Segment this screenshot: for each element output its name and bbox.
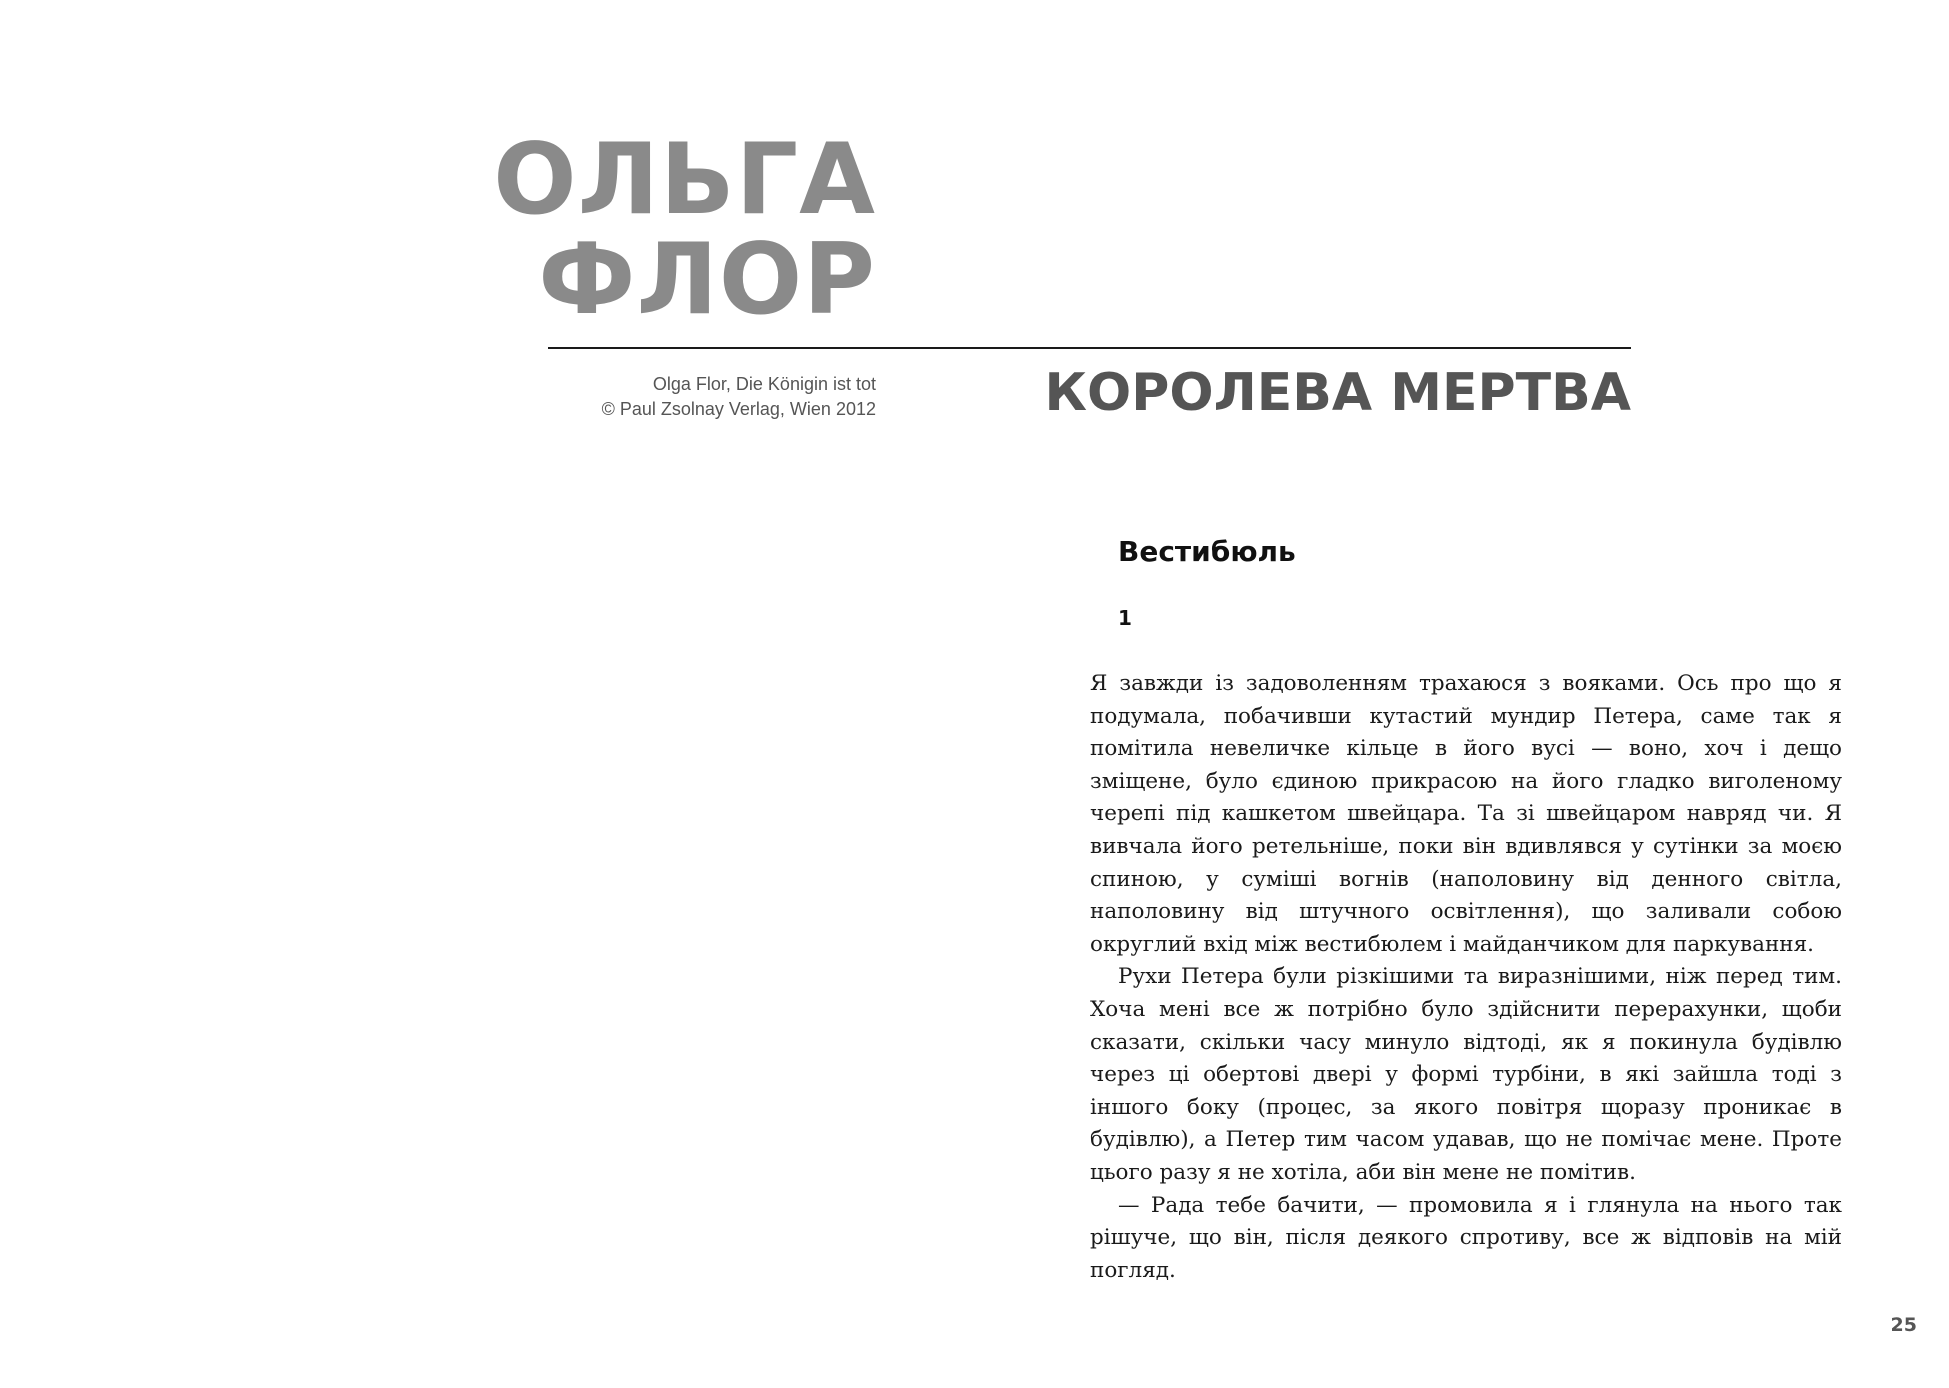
paragraph: — Рада тебе бачити, — промовила я і глянула на нього так рішуче, що він, після деякого спротиву, все ж відповів на мій погляд. — [1090, 1192, 1842, 1283]
chapter-title: Вестибюль — [1118, 535, 1296, 568]
author-first-name: ОЛЬГА — [493, 123, 876, 237]
source-original-title: Olga Flor, Die Königin ist tot — [652, 374, 876, 394]
body-text — [1090, 668, 1842, 1287]
book-title: КОРОЛЕВА МЕРТВА — [1044, 363, 1631, 423]
paragraph: Рухи Петера були різкішими та виразнішими, ніж перед тим. Хоча мені все ж потрібно було здійснити перерахунки, щоби сказати, скільки часу минуло відтоді, як я покинула будівлю через ці обертові двері у формі турбіни, в які зайшла тоді з іншого боку (процес, за якого повітря щоразу проникає в будівлю), а Петер тим часом удавав, що не помічає мене. Проте цього разу я не хотіла, аби він мене не помітив. — [1090, 964, 1842, 1185]
author-name — [493, 123, 876, 337]
author-last-name: ФЛОР — [538, 223, 876, 337]
paragraph: Я завжди із задоволенням трахаюся з вояками. Ось про що я подумала, побачивши кутастий мундир Петера, саме так я помітила невеличке кільце в його вусі — воно, хоч і дещо зміщене, було єдиною прикрасою на його гладко виголеному черепі під кашкетом швейцара. Та зі швейцаром навряд чи. Я вивчала його ретельніше, поки він вдивлявся у сутінки за моєю спиною, у суміші вогнів (наполовину від денного світла, наполовину від штучного освітлення), що заливали собою округлий вхід між вестибюлем і майданчиком для паркування. — [1090, 671, 1842, 957]
page-number: 25 — [1890, 1314, 1917, 1336]
source-copyright: © Paul Zsolnay Verlag, Wien 2012 — [601, 399, 876, 419]
section-number: 1 — [1118, 606, 1132, 630]
title-divider — [548, 347, 1631, 349]
source-credit — [602, 372, 876, 422]
